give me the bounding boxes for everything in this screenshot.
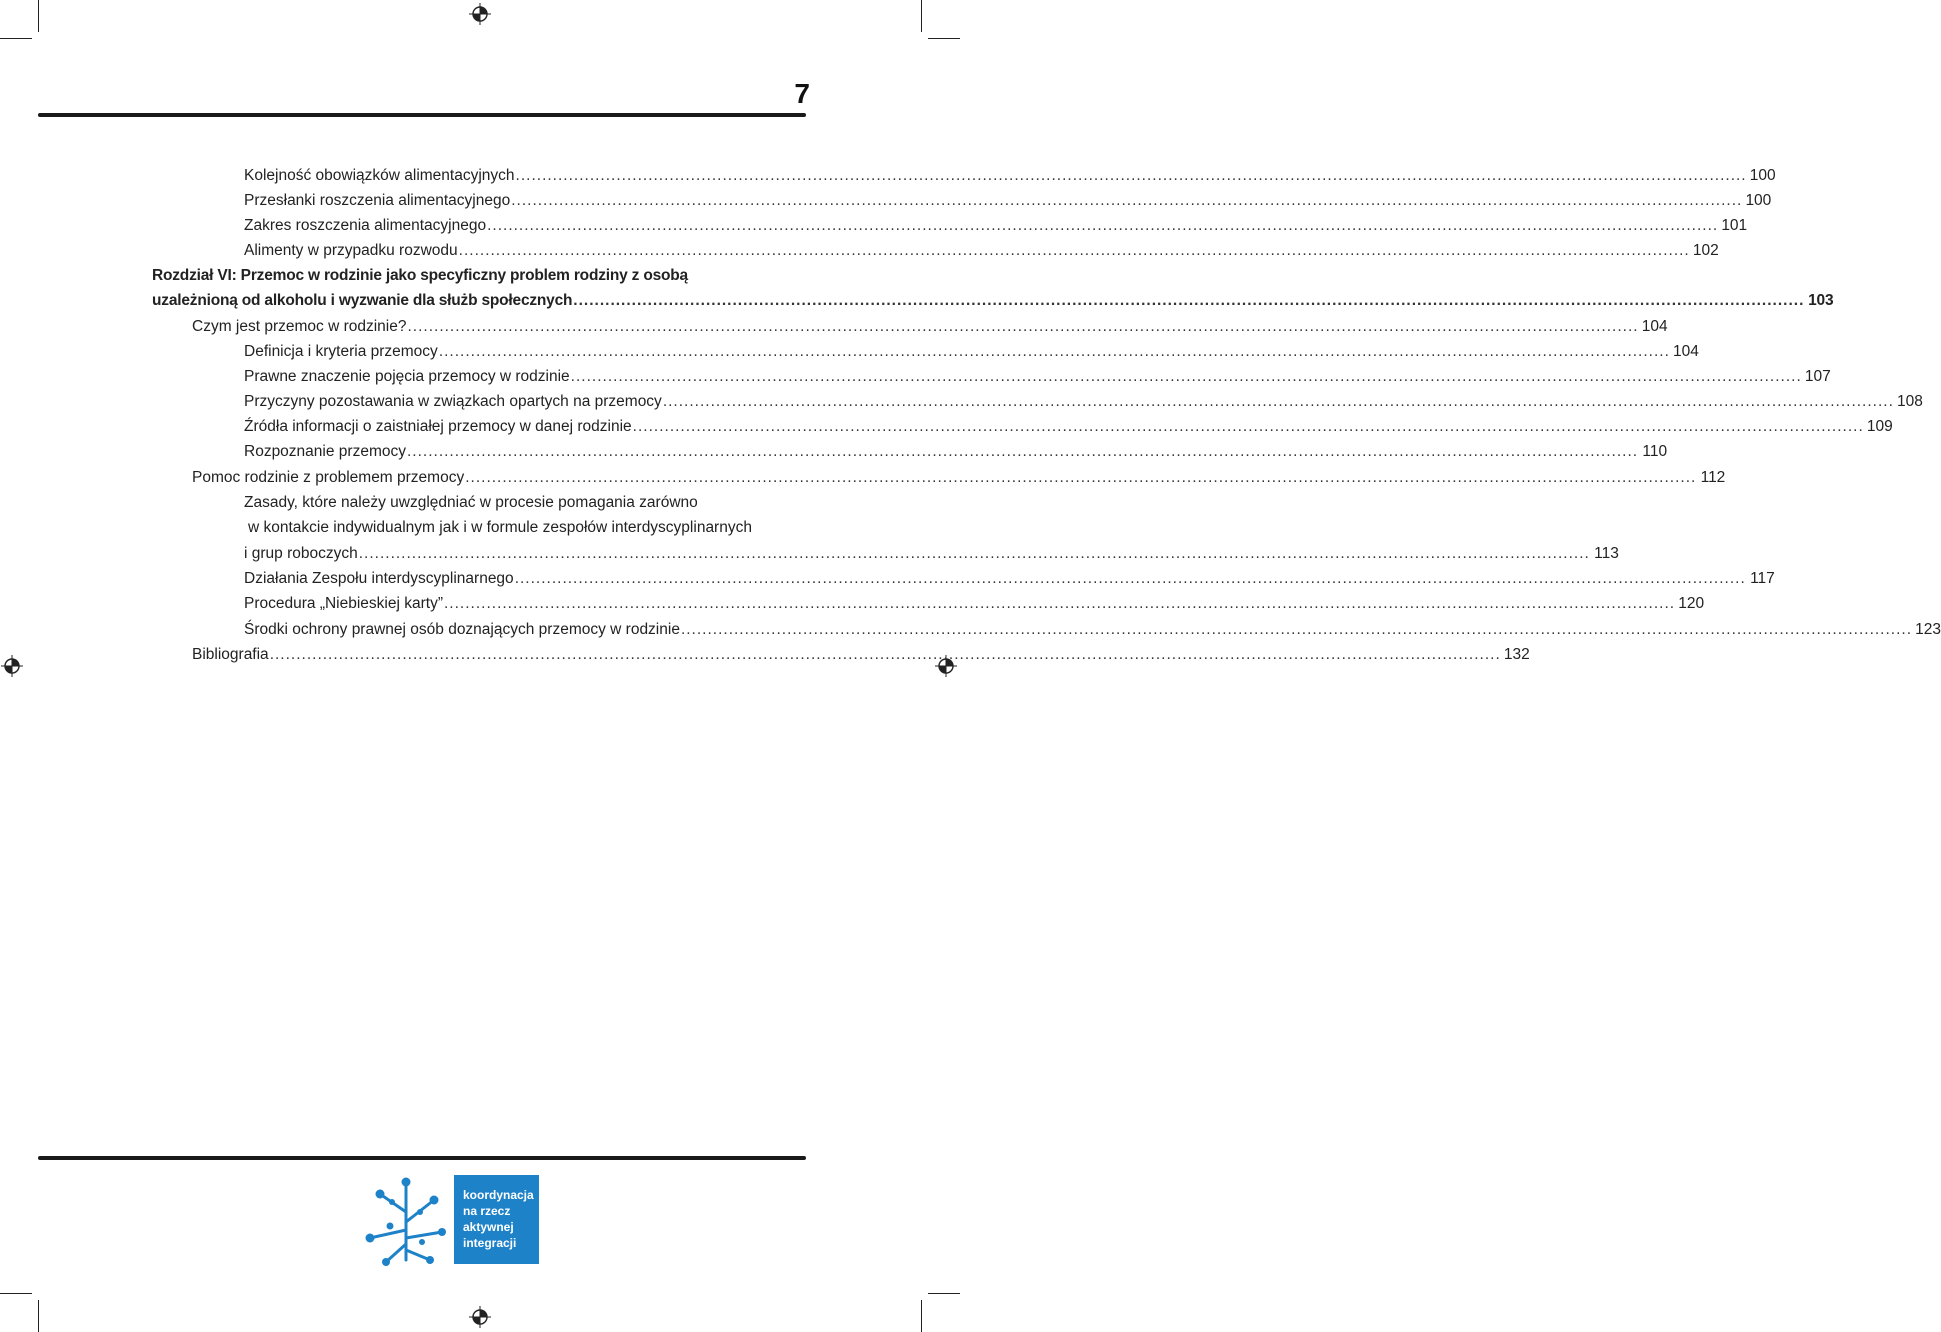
toc-entry-page: 102	[1692, 242, 1719, 259]
toc-entry-page: 100	[1745, 192, 1772, 209]
toc-entry-page: 103	[1808, 292, 1834, 309]
toc-entry	[192, 643, 1530, 667]
toc-dot-leader: ........................................................................................................................................................................................................................................	[458, 242, 1690, 259]
crop-mark-icon	[38, 1300, 39, 1332]
network-tree-logo-icon	[356, 1172, 452, 1268]
logo-text-line: koordynacja	[463, 1188, 534, 1202]
toc-entry-page: 109	[1866, 418, 1893, 435]
toc-entry-title: Zakres roszczenia alimentacyjnego	[244, 217, 487, 234]
toc-entry-title: Przyczyny pozostawania w związkach opartych na przemocy	[244, 393, 662, 410]
toc-entry	[244, 239, 1719, 263]
toc-entry-title: Środki ochrony prawnej osób doznających przemocy w rodzinie	[244, 621, 680, 638]
crop-mark-icon	[0, 38, 32, 39]
toc-dot-leader: ........................................................................................................................................................................................................................................	[407, 318, 1639, 335]
toc-dot-leader: ........................................................................................................................................................................................................................................	[358, 545, 1590, 562]
toc-entry-page: 120	[1678, 595, 1705, 612]
logo-text-line: aktywnej	[463, 1220, 514, 1234]
toc-dot-leader: ........................................................................................................................................................................................................................................	[680, 621, 1913, 638]
toc-entry-title: i grup roboczych	[244, 545, 358, 562]
toc-entry	[244, 189, 1772, 213]
toc-dot-leader: ........................................................................................................................................................................................................................................	[570, 368, 1802, 385]
toc-entry-title: Pomoc rodzinie z problemem przemocy	[192, 469, 465, 486]
toc-entry	[192, 466, 1726, 490]
toc-entry-page: 104	[1641, 318, 1668, 335]
toc-entry-title: Rozpoznanie przemocy	[244, 443, 406, 460]
toc-dot-leader: ........................................................................................................................................................................................................................................	[406, 443, 1639, 460]
toc-entry	[244, 340, 1699, 364]
toc-entry	[244, 164, 1776, 188]
toc-entry	[244, 542, 1619, 566]
footer-rule	[38, 1156, 806, 1160]
logo-text-line: integracji	[463, 1236, 517, 1250]
toc-dot-leader: ........................................................................................................................................................................................................................................	[269, 646, 1501, 663]
toc-entry-title: Działania Zespołu interdyscyplinarnego	[244, 570, 514, 587]
toc-entry-page: 104	[1673, 343, 1699, 360]
toc-entry	[244, 365, 1831, 389]
toc-dot-leader: ........................................................................................................................................................................................................................................	[465, 469, 1697, 486]
toc-entry-page: 107	[1804, 368, 1831, 385]
toc-chapter-title-line: Rozdział VI: Przemoc w rodzinie jako specyficzny problem rodziny z osobą	[152, 267, 688, 284]
toc-entry-page: 113	[1594, 545, 1619, 562]
toc-dot-leader: ........................................................................................................................................................................................................................................	[662, 393, 1894, 410]
toc-entry-title-line: Zasady, które należy uwzględniać w procesie pomagania zarówno	[244, 494, 698, 511]
crop-mark-icon	[921, 0, 922, 32]
toc-entry	[244, 390, 1923, 414]
registration-mark-icon	[1, 655, 23, 677]
toc-dot-leader: ........................................................................................................................................................................................................................................	[438, 343, 1670, 360]
toc-entry-title: Bibliografia	[192, 646, 269, 663]
crop-mark-icon	[928, 1293, 960, 1294]
toc-entry	[244, 440, 1668, 464]
toc-dot-leader: ........................................................................................................................................................................................................................................	[514, 570, 1746, 587]
toc-entry-page: 110	[1642, 443, 1668, 460]
toc-entry	[244, 415, 1893, 439]
toc-entry-title: Prawne znaczenie pojęcia przemocy w rodzinie	[244, 368, 570, 385]
toc-entry-page: 101	[1721, 217, 1748, 234]
toc-entry-title-line: w kontakcie indywidualnym jak i w formule zespołów interdyscyplinarnych	[248, 519, 752, 536]
crop-mark-icon	[921, 1300, 922, 1332]
page-number: 7	[794, 78, 810, 109]
toc-entry-title: Czym jest przemoc w rodzinie?	[192, 318, 407, 335]
crop-mark-icon	[0, 1293, 32, 1294]
toc-dot-leader: ........................................................................................................................................................................................................................................	[515, 167, 1747, 184]
toc-entry-page: 117	[1750, 570, 1775, 587]
toc-entry-page: 123	[1915, 621, 1941, 638]
header-rule	[38, 113, 806, 117]
toc-entry	[244, 618, 1941, 642]
toc-entry-page: 108	[1897, 393, 1923, 410]
toc-dot-leader: ........................................................................................................................................................................................................................................	[444, 595, 1676, 612]
registration-mark-icon	[469, 3, 491, 25]
toc-dot-leader: ........................................................................................................................................................................................................................................	[573, 292, 1805, 309]
crop-mark-icon	[38, 0, 39, 32]
toc-entry-title: Definicja i kryteria przemocy	[244, 343, 438, 360]
toc-entry	[244, 567, 1775, 591]
toc-entry-title: Kolejność obowiązków alimentacyjnych	[244, 167, 515, 184]
toc-entry	[244, 592, 1705, 616]
crop-mark-icon	[928, 38, 960, 39]
toc-dot-leader: ........................................................................................................................................................................................................................................	[511, 192, 1743, 209]
logo-text-box	[454, 1175, 539, 1264]
toc-chapter-entry	[152, 289, 1834, 313]
toc-entry-title: Alimenty w przypadku rozwodu	[244, 242, 458, 259]
toc-entry	[192, 315, 1668, 339]
toc-entry-page: 100	[1749, 167, 1776, 184]
toc-entry-title: Źródła informacji o zaistniałej przemocy w danej rodzinie	[244, 418, 632, 435]
toc-dot-leader: ........................................................................................................................................................................................................................................	[487, 217, 1719, 234]
registration-mark-icon	[469, 1306, 491, 1328]
toc-dot-leader: ........................................................................................................................................................................................................................................	[632, 418, 1864, 435]
toc-entry-title: uzależnioną od alkoholu i wyzwanie dla służb społecznych	[152, 292, 573, 309]
toc-entry-title: Przesłanki roszczenia alimentacyjnego	[244, 192, 511, 209]
logo-text-line: na rzecz	[463, 1204, 511, 1218]
toc-entry	[244, 214, 1748, 238]
toc-entry-title: Procedura „Niebieskiej karty”	[244, 595, 443, 612]
toc-entry-page: 112	[1700, 469, 1726, 486]
toc-entry-page: 132	[1503, 646, 1530, 663]
